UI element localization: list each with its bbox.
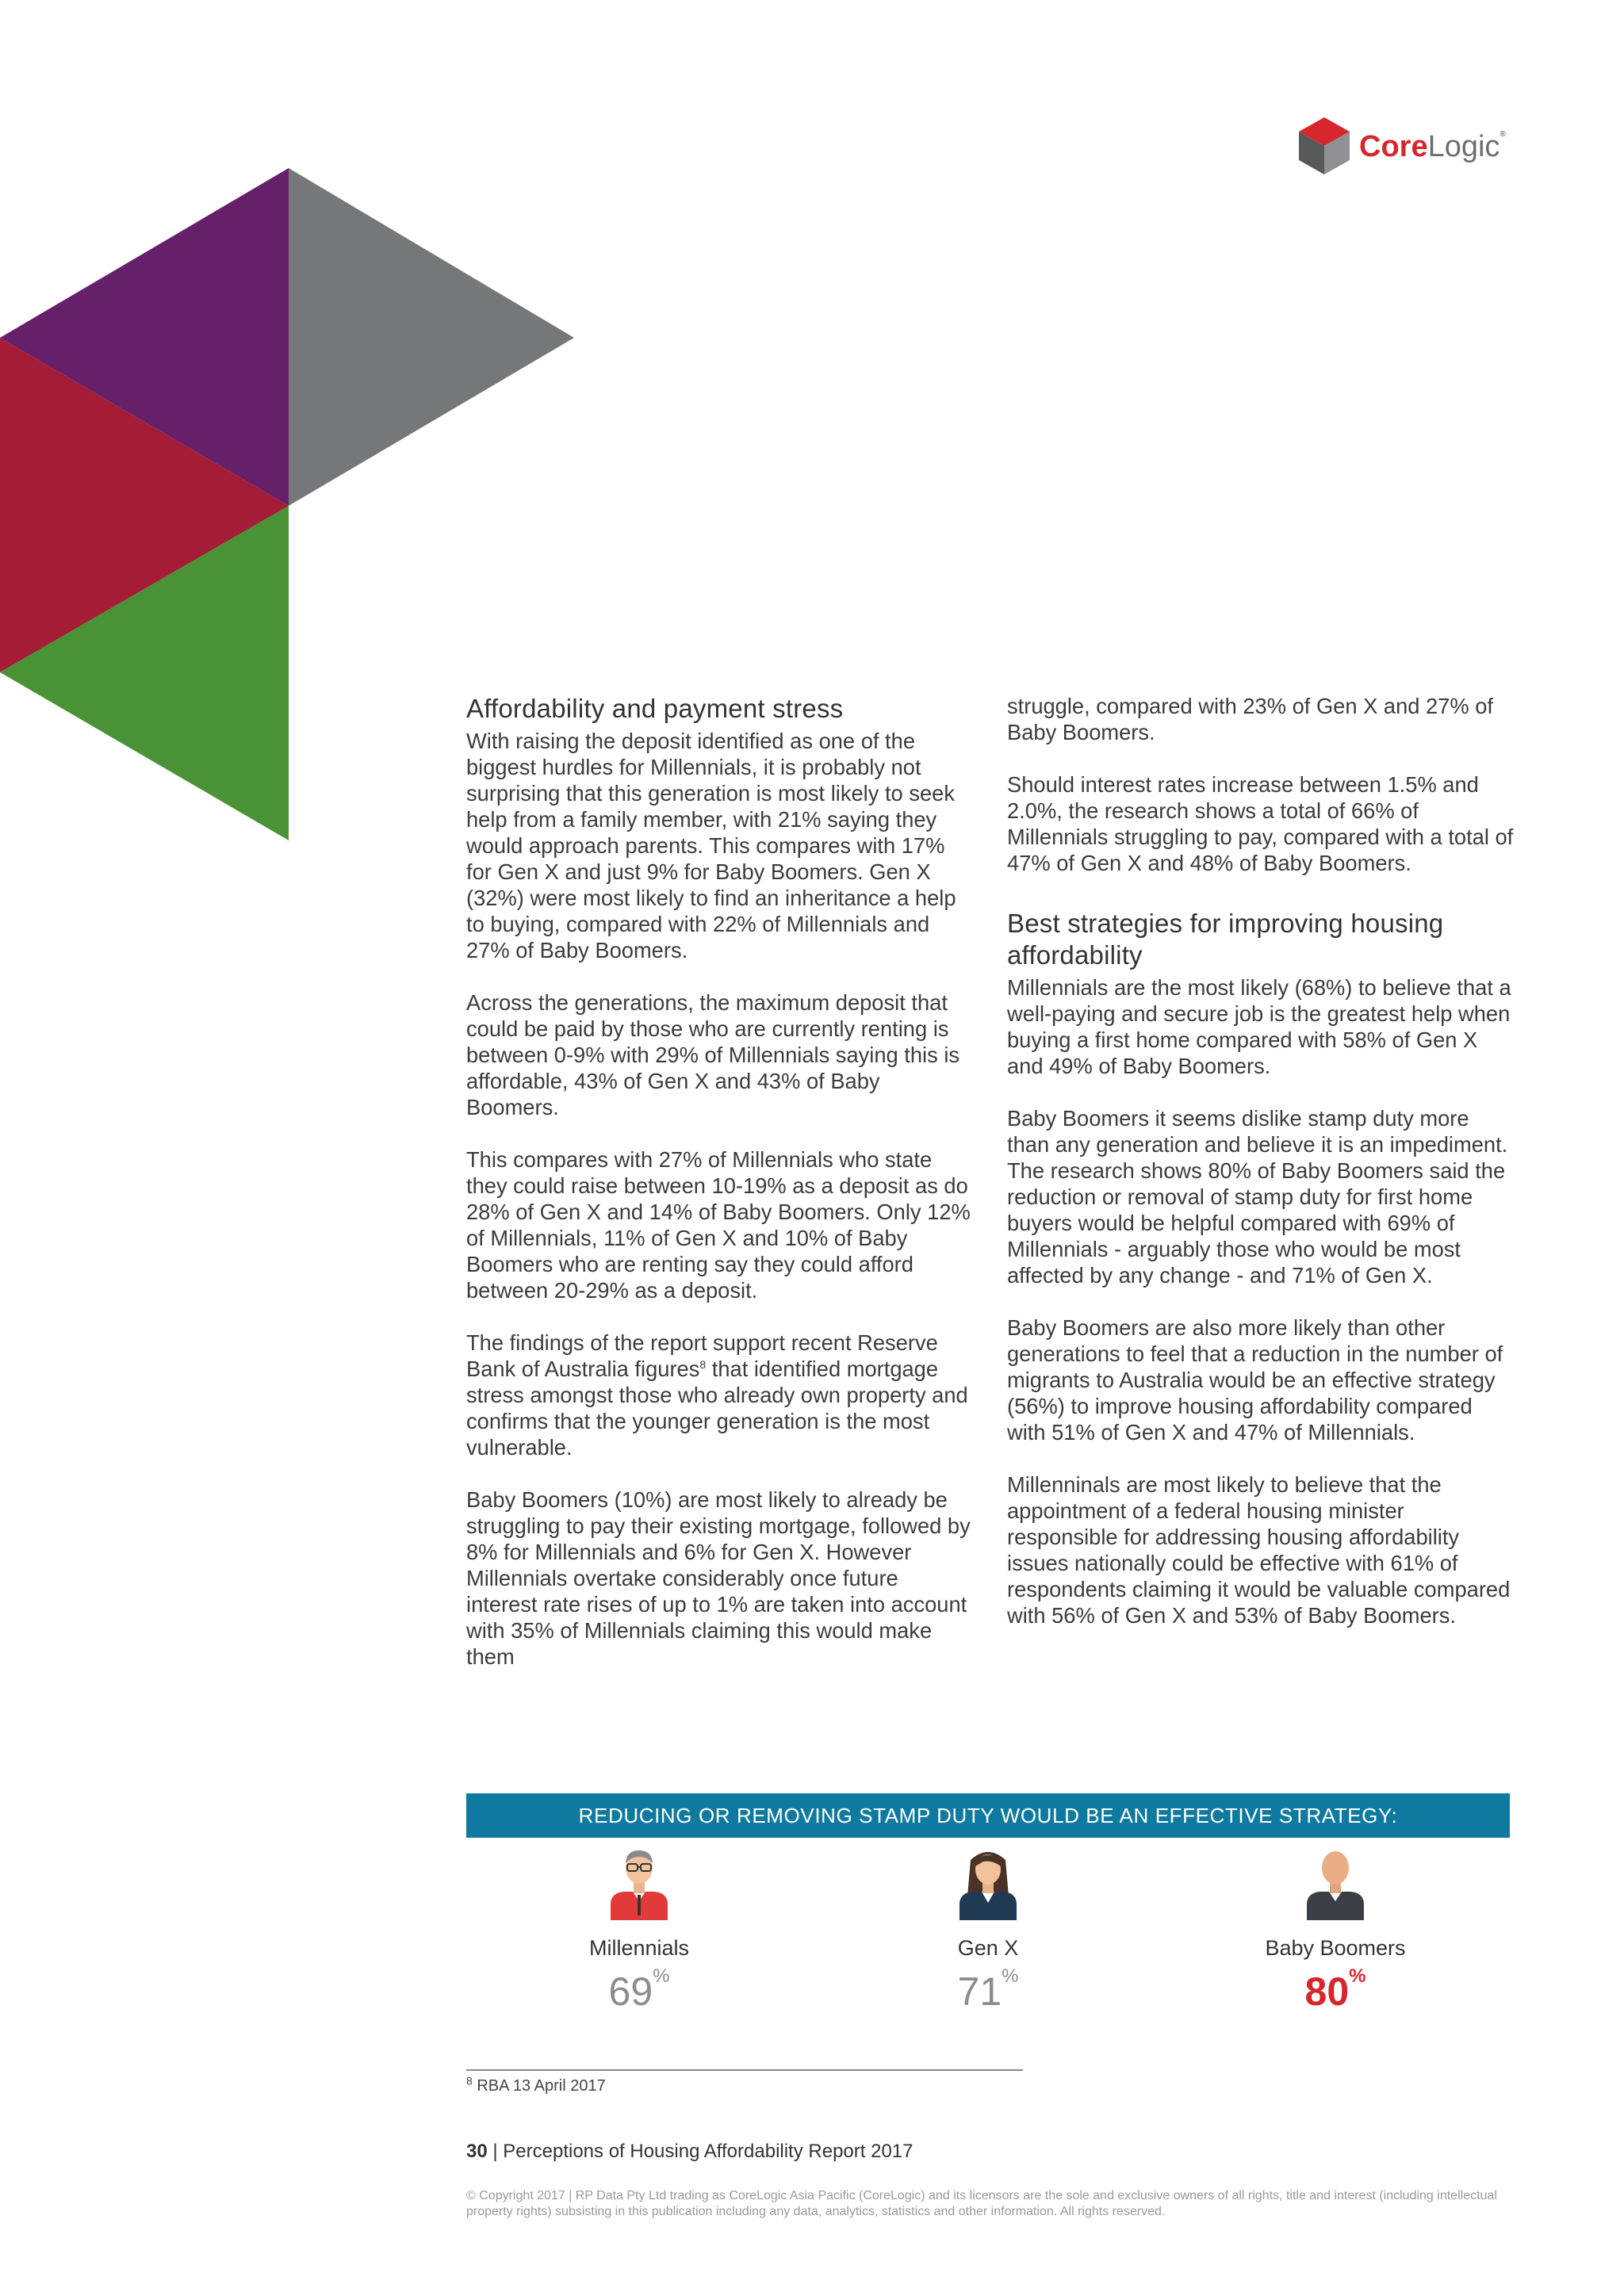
stat-label: Gen X bbox=[957, 1936, 1019, 1960]
section-heading-strategies: Best strategies for improving housing affordability bbox=[1007, 909, 1444, 970]
logo-core-text: Core bbox=[1359, 130, 1428, 163]
paragraph: Should interest rates increase between 1.5% and 2.0%, the research shows a total of 66% of Millennials struggling to pay, compared with a total of 47% of Gen X and 48% of Baby Boomers. bbox=[1007, 772, 1514, 875]
paragraph-text: that identified mortgage stress amongst those who already own property and confirms that the younger generation is the most vulnerable. bbox=[466, 1357, 968, 1460]
paragraph: Millenninals are most likely to believe that the appointment of a federal housing minister responsible for addressing housing affordability issues nationally could be effective with 61% of respondents claiming it would be valuable compared with 56% of Gen X and 53% of Baby Boomers. bbox=[1007, 1472, 1511, 1628]
right-column bbox=[1007, 693, 1515, 1628]
report-title: Perceptions of Housing Affordability Report 2017 bbox=[503, 2141, 914, 2162]
stat-number: 71 bbox=[957, 1969, 1002, 2014]
footnote-text: RBA 13 April 2017 bbox=[472, 2077, 606, 2095]
corelogic-logo bbox=[1297, 116, 1511, 181]
stat-value bbox=[520, 1965, 758, 2015]
percent-sign: % bbox=[653, 1965, 670, 1987]
corelogic-cube-icon bbox=[1297, 116, 1351, 176]
logo-wordmark bbox=[1359, 130, 1506, 164]
footnote-divider bbox=[466, 2069, 1023, 2071]
genx-person-icon bbox=[955, 1849, 1021, 1920]
page-footer bbox=[466, 2141, 914, 2163]
stat-value-highlight bbox=[1216, 1965, 1454, 2015]
paragraph-rba bbox=[466, 1330, 974, 1460]
boomer-person-icon bbox=[1302, 1849, 1369, 1920]
percent-sign: % bbox=[1002, 1965, 1019, 1987]
paragraph: With raising the deposit identified as one of the biggest hurdles for Millennials, it is probably not surprising that this generation is most likely to seek help from a family member, with 21% saying they would approach parents. This compares with 17% for Gen X and just 9% for Baby Boomers. Gen X (32%) were most likely to find an inheritance a help to buying, compared with 22% of Millennials and 27% of Baby Boomers. bbox=[466, 729, 956, 962]
footnote bbox=[466, 2074, 606, 2095]
paragraph: Baby Boomers (10%) are most likely to already be struggling to pay their existing mortgage, followed by 8% for Millennials and 6% for Gen X. However Millennials overtake considerably once future interest rate rises of up to 1% are taken into account with 35% of Millennials claiming this would make them bbox=[466, 1487, 971, 1669]
stat-label: Millennials bbox=[588, 1936, 690, 1960]
footnote-reference: 8 bbox=[699, 1357, 707, 1371]
stat-number: 80 bbox=[1304, 1969, 1350, 2014]
stat-number: 69 bbox=[608, 1969, 653, 2014]
logo-logic-text: Logic bbox=[1427, 130, 1500, 163]
stat-label: Baby Boomers bbox=[1265, 1936, 1406, 1960]
grey-triangle bbox=[289, 168, 574, 506]
percent-sign: % bbox=[1349, 1965, 1366, 1987]
millennial-person-icon bbox=[606, 1849, 672, 1920]
left-column bbox=[466, 693, 974, 1670]
paragraph: Baby Boomers are also more likely than other generations to feel that a reduction in the number of migrants to Australia would be an effective strategy (56%) to improve housing affordability compared with 51% of Gen X and 47% of Millennials. bbox=[1007, 1315, 1503, 1445]
paragraph-text: The findings of the report support recent Reserve Bank of Australia figures bbox=[466, 1330, 938, 1381]
page-number: 30 bbox=[466, 2141, 488, 2162]
paragraph: struggle, compared with 23% of Gen X and 27% of Baby Boomers. bbox=[1007, 694, 1494, 744]
footer-separator: | bbox=[487, 2141, 504, 2162]
stat-millennials bbox=[520, 1849, 758, 2015]
paragraph: Baby Boomers it seems dislike stamp duty more than any generation and believe it is an impediment. The research shows 80% of Baby Boomers said the reduction or removal of stamp duty for first home buyers would be helpful compared with 69% of Millennials - arguably those who would be most affected by any change - and 71% of Gen X. bbox=[1007, 1106, 1508, 1288]
stat-genx bbox=[869, 1849, 1107, 2015]
paragraph: This compares with 27% of Millennials who state they could raise between 10-19% as a deposit as do 28% of Gen X and 14% of Baby Boomers. Only 12% of Millennials, 11% of Gen X and 10% of Baby Boomers who are renting say they could afford between 20-29% as a deposit. bbox=[466, 1147, 971, 1303]
stat-baby-boomers bbox=[1216, 1849, 1454, 2015]
paragraph: Millennials are the most likely (68%) to believe that a well-paying and secure job is the greatest help when buying a first home compared with 58% of Gen X and 49% of Baby Boomers. bbox=[1007, 975, 1511, 1078]
stat-value bbox=[869, 1965, 1107, 2015]
paragraph: Across the generations, the maximum deposit that could be paid by those who are currently renting is between 0-9% with 29% of Millennials saying this is affordable, 43% of Gen X and 43% of Baby Boomers. bbox=[466, 990, 960, 1119]
footnote-number: 8 bbox=[466, 2074, 473, 2087]
copyright-notice: © Copyright 2017 | RP Data Pty Ltd trading as CoreLogic Asia Pacific (CoreLogic) and its licensors are the sole and exclusive owners of all rights, title and interest (including intellectual property rights) subsisting in this publication including any data, analytics, statistics and other information. All rights reserved. bbox=[466, 2189, 1497, 2218]
stamp-duty-banner: REDUCING OR REMOVING STAMP DUTY WOULD BE AN EFFECTIVE STRATEGY: bbox=[466, 1793, 1510, 1838]
section-heading-affordability: Affordability and payment stress bbox=[466, 694, 844, 723]
logo-trademark: ® bbox=[1500, 130, 1506, 139]
